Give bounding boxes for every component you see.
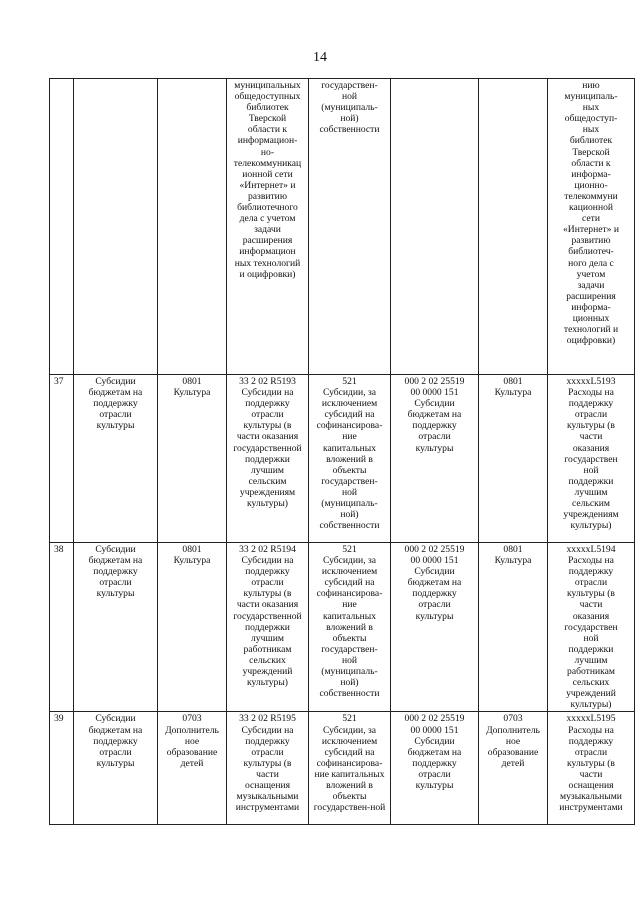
expense-type-cell: 521 Субсидии, за исключением субсидий на софинансирова- ние капитальных вложений в объекты государствен- ной (муниципаль- ной) собственности	[309, 375, 391, 543]
revenue-name-cell: Субсидии бюджетам на поддержку отрасли культуры	[74, 375, 158, 543]
section-cell: 0801 Культура	[158, 543, 227, 712]
revenue-code-cell: 000 2 02 25519 00 0000 151 Субсидии бюджетам на поддержку отрасли культуры	[391, 712, 479, 825]
row-number: 39	[50, 712, 74, 825]
row-number	[50, 79, 74, 375]
revenue-name-cell: Субсидии бюджетам на поддержку отрасли культуры	[74, 712, 158, 825]
expense-code-cell: xxxxxL5193 Расходы на поддержку отрасли культуры (в части оказания государствен ной поддержки лучшим сельским учреждениям культуры)	[548, 375, 635, 543]
expense-type-cell: 521 Субсидии, за исключением субсидий на софинансирова- ние капитальных вложений в объекты государствен- ной (муниципаль- ной) собственности	[309, 543, 391, 712]
target-article-cell: 33 2 02 R5195 Субсидии на поддержку отрасли культуры (в части оснащения музыкальными инструментами	[227, 712, 309, 825]
target-article-cell: муниципальных общедоступных библиотек Тверской области к информацион- но- телекоммуникац ионной сети «Интернет» и развитию библиотечного дела с учетом задачи расширения информацион ных технологий и оцифровки)	[227, 79, 309, 375]
revenue-code-cell: 000 2 02 25519 00 0000 151 Субсидии бюджетам на поддержку отрасли культуры	[391, 375, 479, 543]
section-cell: 0801 Культура	[158, 375, 227, 543]
revenue-name-cell: Субсидии бюджетам на поддержку отрасли культуры	[74, 543, 158, 712]
table-row	[50, 79, 635, 375]
expense-code-cell: xxxxxL5194 Расходы на поддержку отрасли культуры (в части оказания государствен ной поддержки лучшим работникам сельских учреждений культуры)	[548, 543, 635, 712]
page-number: 14	[313, 50, 327, 65]
row-number: 38	[50, 543, 74, 712]
target-article-cell: 33 2 02 R5193 Субсидии на поддержку отрасли культуры (в части оказания государственной поддержки лучшим сельским учреждениям культуры)	[227, 375, 309, 543]
target-article-cell: 33 2 02 R5194 Субсидии на поддержку отрасли культуры (в части оказания государственной поддержки лучшим работникам сельских учреждений культуры)	[227, 543, 309, 712]
section-cell-2: 0703 Дополнитель ное образование детей	[479, 712, 548, 825]
expense-type-cell: государствен- ной (муниципаль- ной) собственности	[309, 79, 391, 375]
revenue-code-cell: 000 2 02 25519 00 0000 151 Субсидии бюджетам на поддержку отрасли культуры	[391, 543, 479, 712]
expense-code-cell: нию муниципаль- ных общедоступ- ных библиотек Тверской области к информа- ционно- телекоммуни кационной сети «Интернет» и развитию библиотеч- ного дела с учетом задачи расширения информа- ционных технологий и оцифровки)	[548, 79, 635, 375]
expense-code-cell: xxxxxL5195 Расходы на поддержку отрасли культуры (в части оснащения музыкальными инструментами	[548, 712, 635, 825]
expense-type-cell: 521 Субсидии, за исключением субсидий на софинансирова- ние капитальных вложений в объекты государствен-ной	[309, 712, 391, 825]
revenue-code-cell	[391, 79, 479, 375]
table-row	[50, 543, 635, 712]
section-cell-2: 0801 Культура	[479, 543, 548, 712]
section-cell	[158, 79, 227, 375]
table-row	[50, 375, 635, 543]
table-row	[50, 712, 635, 825]
section-cell: 0703 Дополнитель ное образование детей	[158, 712, 227, 825]
row-number: 37	[50, 375, 74, 543]
section-cell-2: 0801 Культура	[479, 375, 548, 543]
budget-table	[49, 78, 635, 825]
section-cell-2	[479, 79, 548, 375]
revenue-name-cell	[74, 79, 158, 375]
